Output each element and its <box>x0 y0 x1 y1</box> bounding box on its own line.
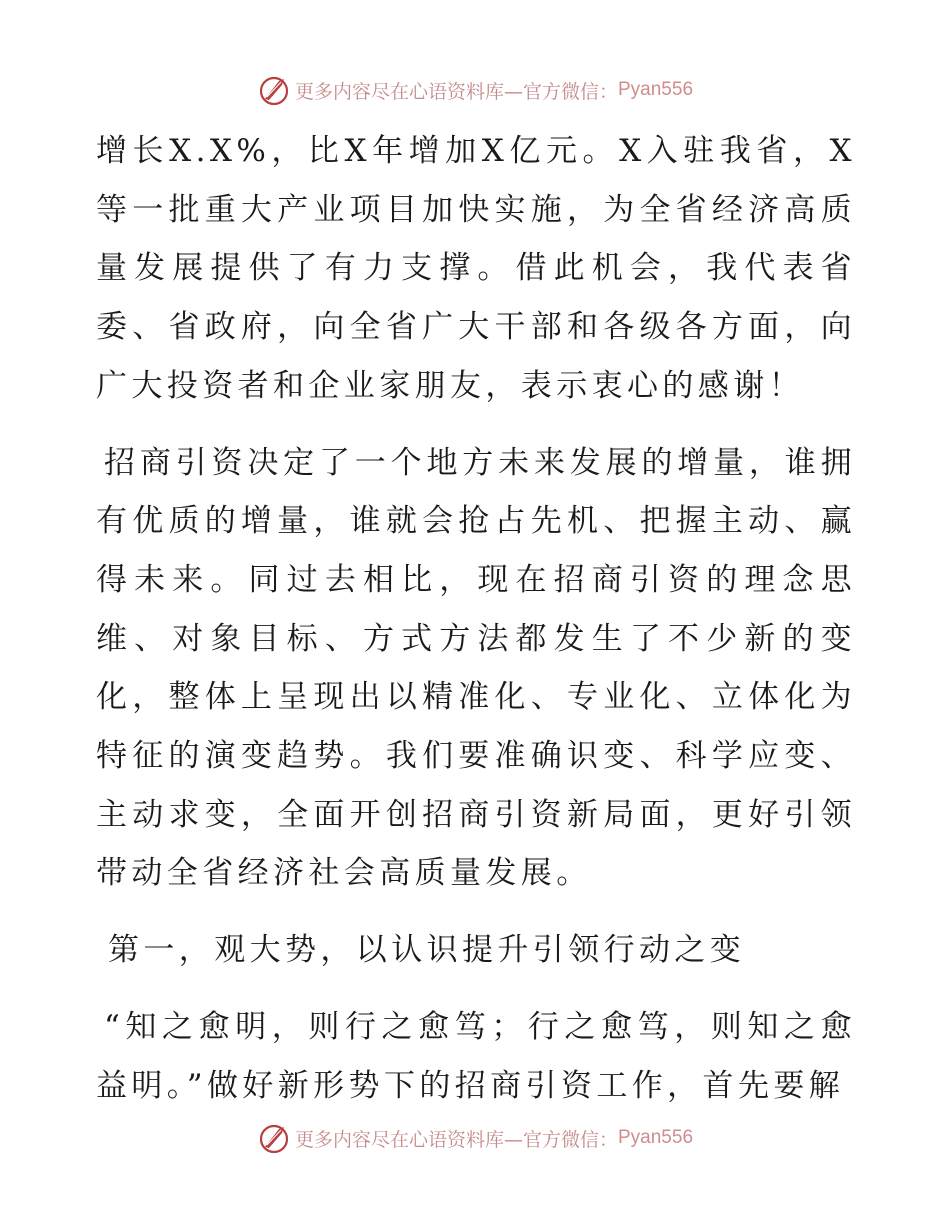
feather-pen-logo-icon <box>257 73 291 107</box>
paragraph-2: 招商引资决定了一个地方未来发展的增量，谁拥有优质的增量，谁就会抢占先机、把握主动、赢得未来。同过去相比，现在招商引资的理念思维、对象目标、方式方法都发生了不少新的变化，整体上呈现出以精准化、专业化、立体化为特征的演变趋势。我们要准确识变、科学应变、主动求变，全面开创招商引资新局面，更好引领带动全省经济社会高质量发展。 <box>96 444 856 892</box>
section-heading: 第一，观大势，以认识提升引领行动之变 <box>108 932 746 969</box>
paragraph-3: “知之愈明，则行之愈笃；行之愈笃，则知之愈益明。”做好新形势下的招商引资工作，首先要解 <box>96 1008 856 1104</box>
watermark-footer <box>0 1118 950 1158</box>
watermark-header <box>0 70 950 110</box>
document-body <box>96 122 856 1115</box>
watermark-text: 更多内容尽在心语资料库—官方微信： <box>294 1128 618 1151</box>
watermark-handle: Pyan556 <box>618 1127 694 1148</box>
feather-pen-logo-icon <box>257 1121 291 1155</box>
watermark-text: 更多内容尽在心语资料库—官方微信： <box>294 80 618 103</box>
paragraph-1: 增长X.X%，比X年增加X亿元。X入驻我省，X等一批重大产业项目加快实施，为全省经济高质量发展提供了有力支撑。借此机会，我代表省委、省政府，向全省广大干部和各级各方面，向广大投资者和企业家朋友，表示衷心的感谢！ <box>96 133 856 404</box>
watermark-handle: Pyan556 <box>618 79 694 100</box>
